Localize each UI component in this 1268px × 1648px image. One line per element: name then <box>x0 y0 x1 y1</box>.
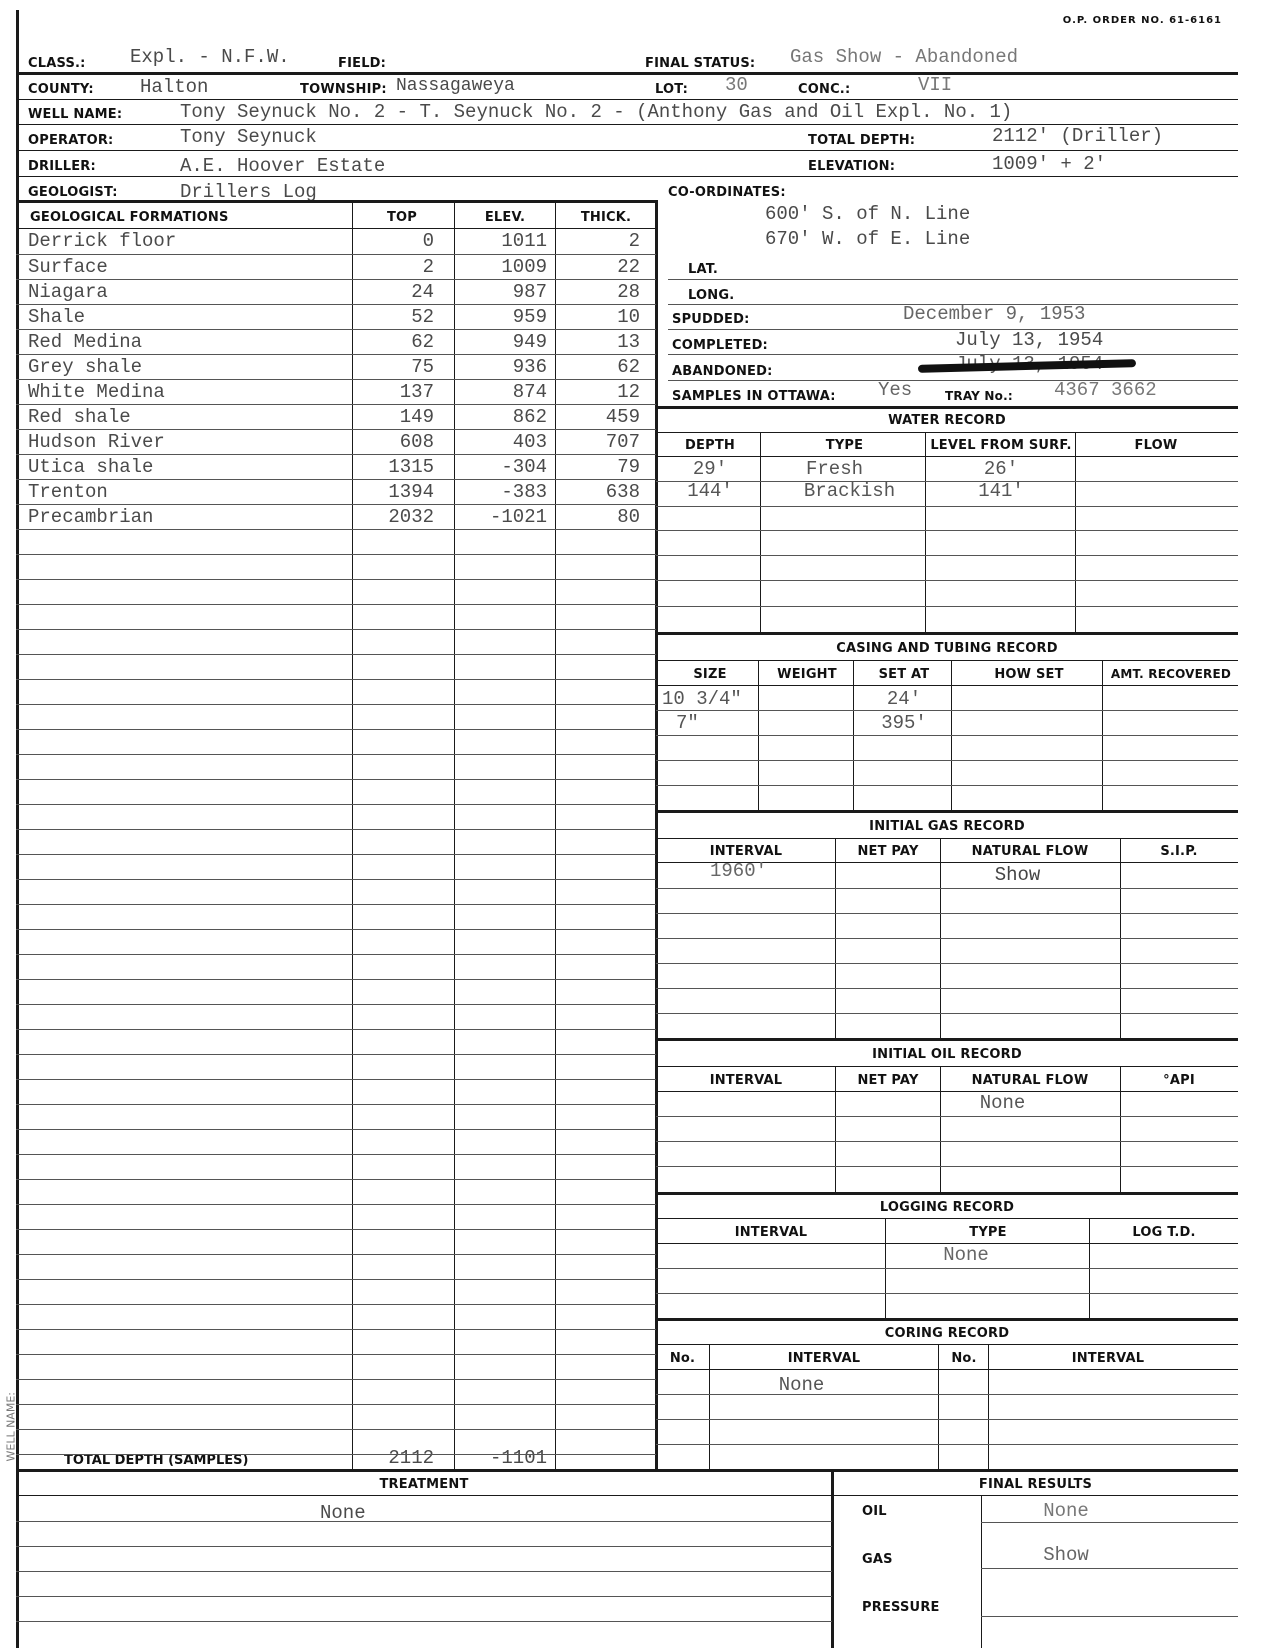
casing-set-at: 24' <box>886 688 922 710</box>
ruled-line <box>16 329 656 330</box>
formation-top: 24 <box>411 281 434 303</box>
casing-record-rule <box>656 685 1238 686</box>
casing-header-how-set: HOW SET <box>994 667 1064 682</box>
detail-rule <box>668 279 1238 280</box>
detail-rule <box>668 354 1238 355</box>
casing-record-rule <box>656 660 1238 661</box>
formation-top: 137 <box>399 381 434 403</box>
lat-label: LAT. <box>688 262 718 277</box>
row-rule <box>16 200 656 203</box>
long-label: LONG. <box>688 288 735 303</box>
oil-record-top-rule <box>656 1038 1238 1041</box>
water-type: Fresh <box>805 458 863 480</box>
ruled-line <box>16 1229 656 1230</box>
detail-rule <box>668 329 1238 330</box>
formation-name: Utica shale <box>28 456 154 478</box>
coring-record-top-rule <box>656 1318 1238 1321</box>
ruled-line <box>16 1179 656 1180</box>
ruled-line <box>16 1079 656 1080</box>
treatment-title: TREATMENT <box>379 1477 469 1492</box>
final-pressure-label: PRESSURE <box>862 1600 940 1615</box>
formation-name: Red shale <box>28 406 131 428</box>
formation-elev: 936 <box>512 356 547 378</box>
ruled-line <box>16 1029 656 1030</box>
oil-record-title: INITIAL OIL RECORD <box>872 1047 1022 1062</box>
gas-header-natural-flow: NATURAL FLOW <box>971 844 1089 859</box>
formation-name: Hudson River <box>28 431 165 453</box>
formations-header: GEOLOGICAL FORMATIONS <box>30 210 229 225</box>
final-results-rule <box>981 1568 1238 1569</box>
conc-label: CONC.: <box>798 82 851 97</box>
ruled-line <box>16 579 656 580</box>
formations-header-thick: THICK. <box>580 210 632 225</box>
conc-value: VII <box>918 74 953 96</box>
ruled-line <box>656 1268 1238 1269</box>
formations-header-elev: ELEV. <box>484 210 526 225</box>
coring-col-divider <box>988 1344 989 1470</box>
coordinates-label: CO-ORDINATES: <box>668 185 786 200</box>
ruled-line <box>16 354 656 355</box>
formations-header-top: TOP <box>386 210 418 225</box>
ruled-line <box>16 529 656 530</box>
oil-header-natural-flow: NATURAL FLOW <box>971 1073 1089 1088</box>
formation-top: 149 <box>399 406 434 428</box>
formation-elev: -304 <box>501 456 547 478</box>
ruled-line <box>16 304 656 305</box>
water-record-title: WATER RECORD <box>888 413 1006 428</box>
formation-elev: 987 <box>512 281 547 303</box>
formation-row <box>0 279 656 304</box>
formation-thick: 707 <box>605 431 640 453</box>
ruled-line <box>656 530 1238 531</box>
ruled-line <box>16 729 656 730</box>
ruled-line <box>656 1444 1238 1445</box>
driller-value: A.E. Hoover Estate <box>180 155 386 177</box>
class-label: CLASS.: <box>28 56 86 71</box>
ruled-line <box>16 954 656 955</box>
oil-col-divider <box>940 1066 941 1192</box>
lot-label: LOT: <box>655 82 689 97</box>
ruled-line <box>16 1596 832 1597</box>
margin-vertical-text: WELL NAME: <box>4 1392 18 1462</box>
samples-ottawa-label: SAMPLES IN OTTAWA: <box>672 389 836 404</box>
formation-elev: 874 <box>512 381 547 403</box>
ruled-line <box>16 1329 656 1330</box>
row-rule <box>16 150 1238 151</box>
formation-thick: 62 <box>617 356 640 378</box>
ruled-line <box>656 735 1238 736</box>
tray-label: TRAY No.: <box>945 389 1013 403</box>
coordinates-line-1: 600' S. of N. Line <box>765 203 971 225</box>
water-type: Brackish <box>803 480 896 502</box>
formation-row <box>0 404 656 429</box>
gas-header-sip: S.I.P. <box>1160 844 1198 859</box>
township-value: Nassagaweya <box>396 76 515 96</box>
gas-interval: 1960' <box>710 860 768 882</box>
order-number: O.P. ORDER NO. 61-6161 <box>1062 15 1222 26</box>
final-oil-label: OIL <box>862 1504 887 1519</box>
ruled-line <box>16 1354 656 1355</box>
ruled-line <box>16 1546 832 1547</box>
casing-set-at: 395' <box>881 712 927 734</box>
formation-top: 52 <box>411 306 434 328</box>
logging-header-type: TYPE <box>969 1225 1007 1240</box>
formation-top: 0 <box>422 230 434 252</box>
formation-elev: -383 <box>501 481 547 503</box>
formation-thick: 79 <box>617 456 640 478</box>
coring-record-title: CORING RECORD <box>884 1326 1010 1341</box>
ruled-line <box>16 1521 832 1522</box>
casing-record-title: CASING AND TUBING RECORD <box>836 641 1058 656</box>
county-label: COUNTY: <box>28 82 94 97</box>
final-status-value: Gas Show - Abandoned <box>790 46 1019 68</box>
formation-elev: 862 <box>512 406 547 428</box>
total-depth-samples-elev: -1101 <box>489 1447 547 1469</box>
completed-label: COMPLETED: <box>672 338 768 353</box>
ruled-line <box>16 1129 656 1130</box>
gas-header-net-pay: NET PAY <box>857 844 919 859</box>
ruled-line <box>16 929 656 930</box>
ruled-line <box>656 1293 1238 1294</box>
total-depth-samples-label: TOTAL DEPTH (SAMPLES) <box>64 1453 249 1468</box>
ruled-line <box>656 963 1238 964</box>
formation-top: 1315 <box>388 456 434 478</box>
class-value: Expl. - N.F.W. <box>130 46 290 68</box>
driller-label: DRILLER: <box>28 159 96 174</box>
water-record-rule <box>656 432 1238 433</box>
ruled-line <box>16 804 656 805</box>
township-label: TOWNSHIP: <box>300 82 387 97</box>
ruled-line <box>16 1379 656 1380</box>
ruled-line <box>656 1116 1238 1117</box>
formation-row <box>0 304 656 329</box>
ruled-line <box>16 279 656 280</box>
oil-header-interval: INTERVAL <box>709 1073 783 1088</box>
coring-header-interval: INTERVAL <box>787 1351 861 1366</box>
ruled-line <box>16 1304 656 1305</box>
water-header-level: LEVEL FROM SURF. <box>930 438 1072 453</box>
ruled-line <box>16 604 656 605</box>
lot-value: 30 <box>725 74 748 96</box>
formation-name: Precambrian <box>28 506 154 528</box>
final-results-title: FINAL RESULTS <box>978 1477 1093 1492</box>
well-name-label: WELL NAME: <box>28 107 123 122</box>
ruled-line <box>16 979 656 980</box>
coring-header-interval: INTERVAL <box>1071 1351 1145 1366</box>
formation-top: 62 <box>411 331 434 353</box>
water-header-depth: DEPTH <box>685 438 735 453</box>
ruled-line <box>16 854 656 855</box>
formation-thick: 2 <box>628 230 640 252</box>
ruled-line <box>656 506 1238 507</box>
ruled-line <box>16 1104 656 1105</box>
formation-row <box>0 504 656 529</box>
water-record-top-rule <box>656 406 1238 409</box>
spudded-label: SPUDDED: <box>672 312 750 327</box>
ruled-line <box>656 1141 1238 1142</box>
final-results-rule <box>981 1616 1238 1617</box>
final-status-label: FINAL STATUS: <box>645 56 756 71</box>
ruled-line <box>16 879 656 880</box>
elevation-label: ELEVATION: <box>808 159 896 174</box>
coring-col-divider <box>938 1344 939 1470</box>
ruled-line <box>16 1429 656 1430</box>
formation-name: Shale <box>28 306 86 328</box>
water-header-flow: FLOW <box>1134 438 1178 453</box>
treatment-value: None <box>320 1502 366 1524</box>
formation-top: 1394 <box>388 481 434 503</box>
formation-top: 75 <box>411 356 434 378</box>
ruled-line <box>656 785 1238 786</box>
ruled-line <box>656 760 1238 761</box>
casing-header-amt-recovered: AMT. RECOVERED <box>1110 667 1232 681</box>
formation-row <box>0 354 656 379</box>
ruled-line <box>16 479 656 480</box>
total-depth-samples-top: 2112 <box>388 1447 434 1469</box>
ruled-line <box>16 1004 656 1005</box>
ruled-line <box>16 1404 656 1405</box>
formation-thick: 22 <box>617 256 640 278</box>
header-rule <box>16 72 1238 75</box>
ruled-line <box>16 1154 656 1155</box>
ruled-line <box>16 429 656 430</box>
oil-header-api: °API <box>1163 1073 1195 1088</box>
final-gas-label: GAS <box>862 1552 893 1567</box>
formation-row <box>0 329 656 354</box>
casing-record-top-rule <box>656 632 1238 635</box>
total-depth-label: TOTAL DEPTH: <box>808 133 916 148</box>
ruled-line <box>16 379 656 380</box>
elevation-value: 1009' + 2' <box>992 153 1107 175</box>
coring-interval: None <box>778 1374 825 1396</box>
oil-col-divider <box>835 1066 836 1192</box>
casing-header-weight: WEIGHT <box>777 667 837 682</box>
operator-value: Tony Seynuck <box>180 126 317 148</box>
ruled-line <box>656 988 1238 989</box>
ruled-line <box>16 254 656 255</box>
logging-record-title: LOGGING RECORD <box>879 1200 1015 1215</box>
formation-name: Grey shale <box>28 356 143 378</box>
oil-record-rule <box>656 1066 1238 1067</box>
formation-thick: 10 <box>617 306 640 328</box>
ruled-line <box>16 1279 656 1280</box>
coring-header-no: No. <box>951 1351 977 1366</box>
ruled-line <box>656 1166 1238 1167</box>
casing-size: 7" <box>676 712 699 734</box>
formation-elev: -1021 <box>489 506 547 528</box>
logging-record-top-rule <box>656 1192 1238 1195</box>
formation-elev: 403 <box>512 431 547 453</box>
gas-record-rule <box>656 838 1238 839</box>
ruled-line <box>16 704 656 705</box>
logging-record-rule <box>656 1218 1238 1219</box>
field-label: FIELD: <box>338 56 387 71</box>
coring-col-divider <box>709 1344 710 1470</box>
final-results-rule <box>981 1522 1238 1523</box>
ruled-line <box>656 1419 1238 1420</box>
formation-top: 2 <box>422 256 434 278</box>
water-header-type: TYPE <box>825 438 864 453</box>
formation-elev: 959 <box>512 306 547 328</box>
formation-thick: 28 <box>617 281 640 303</box>
tray-value: 4367 3662 <box>1054 379 1157 401</box>
samples-ottawa-value: Yes <box>878 379 913 401</box>
gas-record-title: INITIAL GAS RECORD <box>869 819 1025 834</box>
geologist-label: GEOLOGIST: <box>28 185 118 200</box>
ruled-line <box>656 1013 1238 1014</box>
formation-thick: 13 <box>617 331 640 353</box>
spudded-value: December 9, 1953 <box>903 303 1086 325</box>
ruled-line <box>16 829 656 830</box>
ruled-line <box>656 481 1238 482</box>
formation-name: Red Medina <box>28 331 143 353</box>
ruled-line <box>656 938 1238 939</box>
oil-col-divider <box>1120 1066 1121 1192</box>
ruled-line <box>16 904 656 905</box>
ruled-line <box>656 888 1238 889</box>
ruled-line <box>16 1204 656 1205</box>
coordinates-line-2: 670' W. of E. Line <box>765 228 971 250</box>
ruled-line <box>16 554 656 555</box>
ruled-line <box>656 913 1238 914</box>
coring-record-rule <box>656 1344 1238 1345</box>
ruled-line <box>16 654 656 655</box>
well-name-value: Tony Seynuck No. 2 - T. Seynuck No. 2 - (Anthony Gas and Oil Expl. No. 1) <box>180 101 1013 123</box>
completed-value: July 13, 1954 <box>955 329 1104 351</box>
formation-name: Niagara <box>28 281 108 303</box>
formation-elev: 1011 <box>501 230 547 252</box>
ruled-line <box>16 404 656 405</box>
county-value: Halton <box>140 76 209 98</box>
formation-elev: 1009 <box>501 256 547 278</box>
water-level: 26' <box>983 458 1019 480</box>
casing-size: 10 3/4" <box>662 688 742 710</box>
gas-natural-flow: Show <box>994 864 1041 886</box>
formation-row <box>0 254 656 279</box>
formation-top: 608 <box>399 431 434 453</box>
geologist-value: Drillers Log <box>180 181 317 203</box>
gas-header-interval: INTERVAL <box>709 844 783 859</box>
formation-row <box>0 454 656 479</box>
formation-thick: 80 <box>617 506 640 528</box>
formation-name: White Medina <box>28 381 165 403</box>
formation-thick: 459 <box>605 406 640 428</box>
water-depth: 144' <box>687 480 733 502</box>
oil-natural-flow: None <box>979 1092 1026 1114</box>
ruled-line <box>16 779 656 780</box>
water-col-divider <box>760 432 761 632</box>
ruled-line <box>16 1054 656 1055</box>
ruled-line <box>16 454 656 455</box>
formation-row <box>0 379 656 404</box>
row-rule <box>16 176 1238 177</box>
coring-header-no: No. <box>669 1351 696 1366</box>
formation-thick: 638 <box>605 481 640 503</box>
final-oil-value: None <box>1043 1500 1089 1522</box>
ruled-line <box>656 710 1238 711</box>
formation-row <box>0 479 656 504</box>
operator-label: OPERATOR: <box>28 133 114 148</box>
logging-header-interval: INTERVAL <box>734 1225 808 1240</box>
final-gas-value: Show <box>1043 1544 1089 1566</box>
coring-record-rule <box>656 1369 1238 1370</box>
ruled-line <box>16 504 656 505</box>
ruled-line <box>16 629 656 630</box>
formation-thick: 12 <box>617 381 640 403</box>
water-level: 141' <box>978 480 1024 502</box>
water-record-rule <box>656 456 1238 457</box>
ruled-line <box>16 1254 656 1255</box>
casing-header-set-at: SET AT <box>878 667 930 682</box>
logging-header-log-td: LOG T.D. <box>1132 1225 1196 1240</box>
ruled-line <box>656 555 1238 556</box>
formation-name: Trenton <box>28 481 108 503</box>
water-depth: 29' <box>692 458 728 480</box>
formation-name: Surface <box>28 256 108 278</box>
ruled-line <box>16 1621 832 1622</box>
formation-name: Derrick floor <box>28 230 177 252</box>
ruled-line <box>656 580 1238 581</box>
ruled-line <box>656 1394 1238 1395</box>
treatment-rule <box>16 1495 1238 1496</box>
ruled-line <box>16 754 656 755</box>
formations-bottom-rule <box>16 1469 1238 1472</box>
logging-type: None <box>943 1244 989 1266</box>
formation-top: 2032 <box>388 506 434 528</box>
formation-row <box>0 429 656 454</box>
formation-row <box>0 229 656 254</box>
formation-elev: 949 <box>512 331 547 353</box>
gas-record-top-rule <box>656 810 1238 813</box>
casing-header-size: SIZE <box>693 667 727 682</box>
abandoned-label: ABANDONED: <box>672 364 773 379</box>
total-depth-value: 2112' (Driller) <box>992 125 1164 147</box>
ruled-line <box>16 1454 656 1455</box>
ruled-line <box>16 1571 832 1572</box>
ruled-line <box>656 606 1238 607</box>
oil-header-net-pay: NET PAY <box>857 1073 919 1088</box>
ruled-line <box>16 679 656 680</box>
row-rule <box>16 99 1238 100</box>
